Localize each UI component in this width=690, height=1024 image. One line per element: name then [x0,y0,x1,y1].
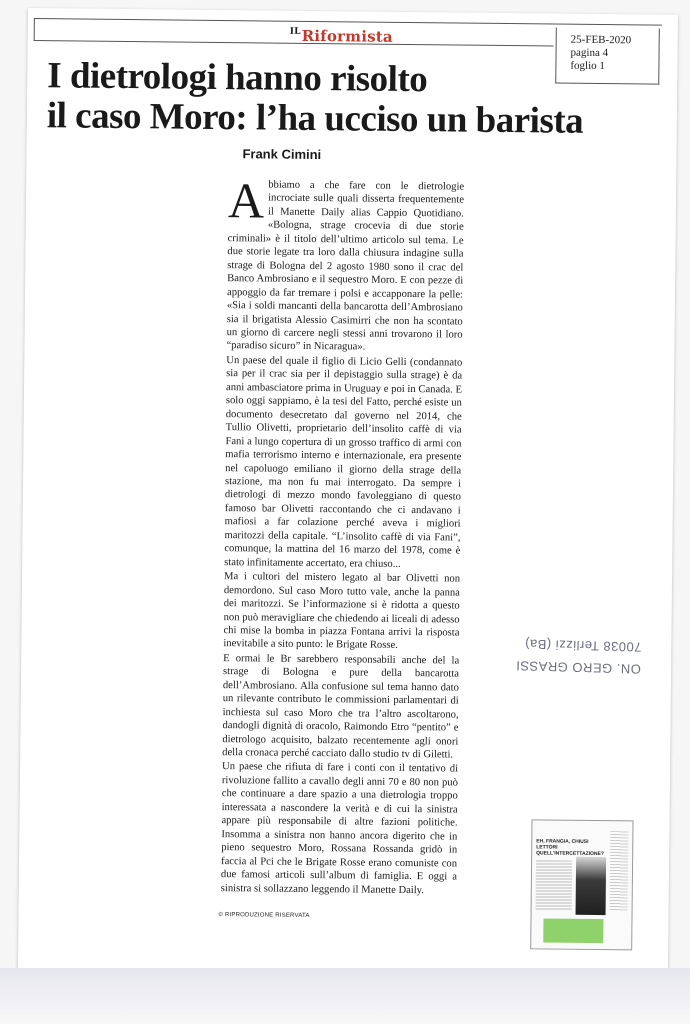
header-rule [34,18,662,26]
publication-date: 25-FEB-2020 [570,33,632,47]
stamp-line-2: 70038 Terlizzi (Ba) [524,636,642,655]
address-stamp [491,632,642,680]
scan-edge [0,968,690,1024]
copyright-notice: © RIPRODUZIONE RISERVATA [218,912,310,919]
thumbnail-green-block [543,918,603,943]
thumbnail-text-lines [536,860,573,910]
paragraph-1-text: bbiamo a che fare con le dietrologie incrociate sulle quali disserta frequentemente il Manette Daily alias Cappio Quotidiano. «Bologna, strage crocevia di due storie criminali» è il titolo dell’ultimo articolo sul tema. Le due storie legate tra loro dalla chiusura indagine sulla strage di Bologna del 2 agosto 1980 sono il crac del Banco Ambrosiano e il sequestro Moro. E con pezze di appoggio da far tremare i polsi e accapponare la pelle: «Sia i soldi mancanti della bancarotta dell’Ambrosiano sia il brigatista Alessio Casimirri che non ha scontato un giorno di carcere negli stessi anni trovarono il loro “paradiso sicuro” in Nicaragua». [226,179,465,353]
article-headline [47,56,658,142]
paragraph-3: Ma i cultori del mistero legato al bar Olivetti non demordono. Sul caso Moro tutto vale, anche la panna dei maritozzi. Se l’informazione si è ridotta a questo non può meravigliare che chiedendo ai liceali di adesso chi mise la bomba in piazza Fontana arrivi la risposta inevitabile a sito punto: le Brigate Rosse. [223,571,461,652]
paragraph-5: Un paese che rifiuta di fare i conti con il tentativo di rivoluzione fallito a cavallo degli anni 70 e 80 non può che continuare a dare spazio a una dietrologia troppo interessata a nascondere la verità e di cui la sinistra appare più responsabile di altre fazioni politiche. Insomma a sinistra non hanno ancora digerito che in pieno sequestro Moro, Rossana Rossanda gridò in faccia al Pci che le Brigate Rosse erano comuniste con due famosi articoli sull’album di famiglia. E oggi a sinistra si sollazzano leggendo il Manette Daily. [220,761,459,896]
masthead-prefix: IL [289,26,301,37]
sheet-number: foglio 1 [570,59,606,73]
page-thumbnail [530,819,633,950]
paragraph-4: E ormai le Br sarebbero responsabili anche del la strage di Bologna e pure della bancarotta dell’Ambrosiano. Alla confusione sul tema hanno dato un rilevante contributo le commissioni parlamentari di inchiesta sul caso Moro che tra l’altro ascoltarono, dandogli dignità di oracolo, Raimondo Etro “pentito” e dietrologo acquisito, balzato recentemente agli onori della cronaca perché cacciato dallo studio tv di Giletti. [222,652,460,761]
article-body [220,172,465,898]
paragraph-1 [226,172,465,355]
header-rule-left [34,18,35,40]
page-number: pagina 4 [570,46,609,60]
thumbnail-side-column [610,831,629,911]
thumbnail-photo [576,857,607,915]
masthead-logo [290,27,393,46]
thumbnail-headline: EH, FRANGIA, CHIUSI LETTORI QUELL'INTERCETTAZIONE? [536,838,604,858]
stamp-line-1: ON. GERO GRASSI [515,658,642,677]
byline: Frank Cimini [242,146,322,163]
drop-cap: A [227,172,265,229]
paragraph-2: Un paese del quale il figlio di Licio Gelli (condannato sia per il crac sia per il depistaggio sulla strage) è da anni ambasciatore prima in Uruguay e poi in Canada. E solo oggi sappiamo, è la tesi del Fatto, perché esiste un documento desecretato dal governo nel 2014, che Tullio Olivetti, proprietario dell’insolito caffè di via Fani a lungo copertura di un grosso traffico di armi con mafia terrorismo interno e internazionale, era presente nel capoluogo emiliano il giorno della strage della stazione, ma non fu mai interrogato. Da sempre i dietrologi di mezzo mondo favoleggiano di questo famoso bar Olivetti raccontando che ci andavano i mafiosi a far colazione perché aveva i migliori maritozzi della capitale. “L’insolito caffè di via Fani”, comunque, la mattina del 16 marzo del 1978, come è stato infinitamente accertato, era chiuso... [224,354,463,570]
headline-line-1: I dietrologi hanno risolto [47,55,428,101]
headline-line-2: il caso Moro: l’ha ucciso un barista [46,95,584,142]
masthead-name: Riformista [301,26,393,46]
newspaper-clipping [18,8,678,977]
